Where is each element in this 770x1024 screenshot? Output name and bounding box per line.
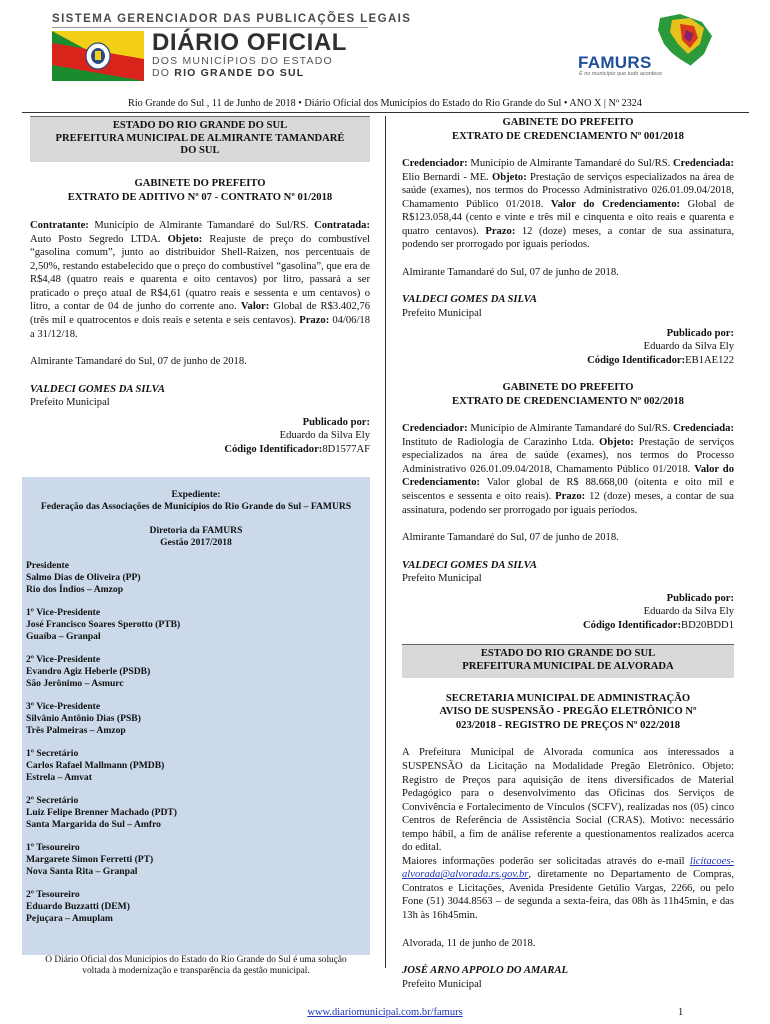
famurs-tagline: É no município que tudo acontece	[579, 71, 663, 77]
member-block	[26, 842, 366, 878]
field-label: Prazo:	[555, 491, 586, 503]
member-role: 3º Vice-Presidente	[26, 700, 101, 712]
signer-name: JOSÉ ARNO APPOLO DO AMARAL	[402, 965, 568, 977]
field-label: Objeto:	[492, 171, 527, 183]
section-heading: EXTRATO DE CREDENCIAMENTO Nº 002/2018	[452, 395, 684, 407]
place-date: Alvorada, 11 de junho de 2018.	[402, 937, 536, 949]
field-label: Credenciador:	[402, 158, 468, 170]
field-text: Global de R$123.058,44 (cento e vinte e três mil e cinquenta e oito reais e quarenta e quatro centavos).	[402, 198, 734, 237]
left-municipality-box	[30, 116, 370, 162]
field-text: 04/06/18 a 31/12/18.	[30, 315, 370, 340]
famurs-footer-line1: O Diário Oficial dos Municípios do Estado do Rio Grande do Sul é uma solução	[45, 954, 347, 965]
field-text: 12 (doze) meses, a contar de sua assinatura, podendo ser prorrogado por iguais períodos.	[402, 225, 735, 251]
box-line: ESTADO DO RIO GRANDE DO SUL	[112, 120, 288, 131]
signer-role: Prefeito Municipal	[402, 308, 482, 320]
field-text: Global de R$3.402,76 (três mil e quatrocentos e dois reais e setenta e seis centavos).	[30, 301, 370, 327]
left-column	[30, 116, 370, 456]
signer-name: VALDECI GOMES DA SILVA	[30, 383, 165, 395]
alvorada-notice-body: A Prefeitura Municipal de Alvorada comunica aos interessados a SUSPENSÃO da Licitação na Modalidade Pregão Eletrônico. Objeto: Registro de Preços para aquisição de itens diversificados de Material Pedagógico para o desenvolvimento das Oficinas dos Serviços de Convivência e Fortalecimento de Vínculos (SCFV), realizadas nos (05) cinco Centros de Referência de Assistência Social (CRAS). Motivo: necessário tempo hábil, a fim de análise referente a questionamentos realizados acerca do edital.	[402, 747, 734, 854]
signer-name: VALDECI GOMES DA SILVA	[402, 294, 537, 306]
field-text: Prestação de serviços especializados na área de saúde (exames), nos termos do Processo Administrativo 026.01.09.04/2018, Chamamento Público 01/2018.	[402, 171, 734, 210]
member-role: 1º Secretário	[26, 747, 79, 759]
member-block	[26, 701, 366, 737]
code-value: EB1AE122	[685, 354, 734, 366]
famurs-expediente-box	[22, 477, 370, 977]
published-by: Eduardo da Silva Ely	[279, 430, 370, 442]
header-divider	[22, 112, 749, 113]
member-name: Carlos Rafael Mallmann (PMDB)	[26, 759, 165, 771]
member-block	[26, 654, 366, 690]
section-heading: AVISO DE SUSPENSÃO - PREGÃO ELETRÔNICO Nº	[439, 706, 697, 718]
field-text: Auto Posto Segredo LTDA.	[30, 233, 161, 245]
section-heading: EXTRATO DE ADITIVO Nº 07 - CONTRATO Nº 01/2018	[67, 191, 333, 203]
site-link[interactable]: www.diariomunicipal.com.br/famurs	[307, 1007, 463, 1018]
box-line: DO SUL	[180, 145, 220, 157]
member-place: Rio dos Índios – Amzop	[26, 583, 124, 595]
code-label: Código Identificador:	[224, 443, 323, 455]
field-label: Credenciada:	[672, 158, 734, 170]
published-by: Eduardo da Silva Ely	[643, 341, 734, 353]
field-text: Reajuste de preço do combustível “gasolina comum”, junto ao distribuidor Shell-Raizen, nos percentuais de 2,50%, restando estabelecido que o preço do combustível “gasolina”, que era de R$4,48 (quatro reais e quarenta e oito centavos) por litro, passará a ser praticado o preço atual de R$4,61 (quatro reais e sessenta e um centavos) o litro, a contar de 04 de junho do corrente ano.	[30, 233, 370, 313]
subtitle-state: RIO GRANDE DO SUL	[174, 67, 305, 79]
field-label: Prazo:	[485, 225, 516, 237]
published-label: Publicado por:	[302, 416, 370, 428]
member-block	[26, 795, 366, 831]
contact-text: Maiores informações poderão ser solicitadas através do e-mail	[402, 855, 690, 867]
member-role: 2º Tesoureiro	[26, 888, 80, 900]
place-date: Almirante Tamandaré do Sul, 07 de junho de 2018.	[402, 532, 619, 544]
section-heading: GABINETE DO PREFEITO	[502, 382, 634, 394]
right-column	[402, 116, 734, 991]
member-block	[26, 560, 366, 596]
famurs-footer-line2: voltada à modernização e transparência da gestão municipal.	[82, 966, 310, 977]
famurs-wordmark: FAMURS	[578, 53, 652, 72]
field-label: Objeto:	[167, 233, 203, 245]
identifier-code	[402, 619, 734, 633]
member-place: Nova Santa Rita – Granpal	[26, 865, 138, 877]
field-label: Valor do Credenciamento:	[550, 198, 681, 210]
member-place: São Jerônimo – Asmurc	[26, 677, 124, 689]
rio-grande-do-sul-flag-icon	[52, 31, 144, 81]
member-role: 2º Secretário	[26, 794, 79, 806]
diario-subtitle-line2	[152, 67, 304, 80]
member-name: José Francisco Soares Sperotto (PTB)	[26, 618, 181, 630]
board-title: Diretoria da FAMURS	[149, 524, 243, 536]
section-heading: GABINETE DO PREFEITO	[502, 117, 634, 128]
field-label: Credenciador:	[402, 423, 468, 435]
page-number: 1	[678, 1007, 684, 1018]
field-text: Município de Almirante Tamandaré do Sul/RS.	[467, 423, 671, 435]
member-block	[26, 748, 366, 784]
field-label: Contratante:	[30, 220, 89, 232]
signer-name: VALDECI GOMES DA SILVA	[402, 559, 537, 571]
place-date: Almirante Tamandaré do Sul, 07 de junho de 2018.	[402, 266, 619, 278]
field-text: 12 (doze) meses, a contar de sua assinatura, podendo ser prorrogado por iguais períodos.	[402, 491, 734, 516]
published-by: Eduardo da Silva Ely	[643, 606, 734, 618]
subtitle-prefix: DO	[152, 67, 171, 79]
section-heading: SECRETARIA MUNICIPAL DE ADMINISTRAÇÃO	[445, 692, 691, 704]
alvorada-contact-body	[402, 855, 734, 923]
signer-role: Prefeito Municipal	[402, 573, 482, 585]
field-text: Prestação de serviços especializados na área de saúde (exames), nos termos do Processo Administrativo 026.01.09.04/2018, Chamamento Público 01/2018.	[402, 436, 734, 475]
board-term: Gestão 2017/2018	[160, 536, 232, 548]
section-heading: EXTRATO DE CREDENCIAMENTO Nº 001/2018	[452, 130, 684, 142]
signer-role: Prefeito Municipal	[402, 978, 482, 990]
member-name: Luiz Felipe Brenner Machado (PDT)	[26, 806, 178, 818]
published-label: Publicado por:	[666, 327, 734, 339]
field-label: Contratada:	[314, 220, 370, 232]
member-role: Presidente	[26, 559, 69, 571]
field-label: Credenciada:	[672, 423, 734, 435]
system-title: SISTEMA GERENCIADOR DAS PUBLICAÇÕES LEGAIS	[52, 13, 412, 25]
member-name: Salmo Dias de Oliveira (PP)	[26, 571, 141, 583]
alvorada-municipality-box	[402, 644, 734, 677]
field-text: Elio Bernardi - ME.	[402, 171, 489, 183]
member-place: Pejuçara – Amuplam	[26, 912, 113, 924]
extrato1-body	[402, 157, 734, 252]
code-value: 8D1577AF	[322, 443, 370, 455]
contact-text: , diretamente no Departamento de Compras, Contratos e Licitações, Avenida Presidente Getúlio Vargas, 2266, ou pelo Fone (51) 3044.8563 – de segunda a sexta-feira, das 08h às 11h45min, e das 13h às 16h45min.	[402, 869, 734, 922]
signer-role: Prefeito Municipal	[30, 397, 110, 409]
code-value: BD20BDD1	[681, 619, 734, 631]
member-place: Estrela – Amvat	[26, 771, 92, 783]
published-label: Publicado por:	[666, 592, 734, 604]
member-place: Guaíba – Granpal	[26, 630, 101, 642]
identifier-code	[30, 443, 370, 457]
member-place: Três Palmeiras – Amzop	[26, 724, 126, 736]
masthead	[0, 0, 770, 90]
field-label: Prazo:	[299, 315, 330, 327]
box-line: ESTADO DO RIO GRANDE DO SUL	[480, 648, 656, 660]
member-place: Santa Margarida do Sul – Amfro	[26, 818, 161, 830]
field-text: Valor global de R$ 88.668,00 (oitenta e oito mil e seiscentos e sessenta e oito reais).	[402, 477, 734, 503]
member-name: Eduardo Buzzatti (DEM)	[26, 900, 130, 912]
diario-subtitle-line1: DOS MUNICÍPIOS DO ESTADO	[152, 55, 333, 67]
issue-dateline: Rio Grande do Sul , 11 de Junho de 2018 • Diário Oficial dos Municípios do Estado do Rio Grande do Sul • ANO X | Nº 2324	[128, 98, 642, 109]
identifier-code	[402, 354, 734, 368]
field-text: Município de Almirante Tamandaré do Sul/RS.	[467, 158, 671, 170]
field-label: Objeto:	[599, 436, 634, 448]
member-role: 2º Vice-Presidente	[26, 653, 101, 665]
member-name: Silvânio Antônio Dias (PSB)	[26, 712, 141, 724]
column-divider	[385, 116, 386, 968]
field-label: Valor do Credenciamento:	[402, 463, 734, 489]
footer-url	[0, 1006, 770, 1019]
expediente-label: Expediente:	[171, 489, 221, 500]
member-role: 1º Tesoureiro	[26, 841, 80, 853]
box-line: PREFEITURA MUNICIPAL DE ALMIRANTE TAMANDARÉ	[55, 132, 345, 144]
section-heading: 023/2018 - REGISTRO DE PREÇOS Nº 022/2018	[455, 719, 681, 731]
extrato2-body	[402, 422, 734, 517]
code-label: Código Identificador:	[583, 619, 682, 631]
member-role: 1º Vice-Presidente	[26, 606, 101, 618]
member-name: Evandro Agiz Heberle (PSDB)	[26, 665, 151, 677]
box-line: PREFEITURA MUNICIPAL DE ALVORADA	[462, 661, 674, 673]
diario-oficial-title: DIÁRIO OFICIAL	[152, 29, 348, 56]
email-link[interactable]: licitacoes-alvorada@alvorada.rs.gov.br	[402, 855, 734, 881]
field-label: Valor:	[240, 301, 270, 313]
aditivo-body	[30, 219, 370, 341]
field-text: Município de Almirante Tamandaré do Sul/RS.	[88, 220, 309, 232]
field-text: Instituto de Radiologia de Carazinho Ltda.	[402, 436, 595, 448]
member-block	[26, 889, 366, 925]
code-label: Código Identificador:	[587, 354, 686, 366]
federation-name: Federação das Associações de Municípios do Rio Grande do Sul – FAMURS	[40, 500, 352, 512]
member-name: Margarete Simon Ferretti (PT)	[26, 853, 154, 865]
section-heading: GABINETE DO PREFEITO	[134, 178, 266, 190]
place-date: Almirante Tamandaré do Sul, 07 de junho de 2018.	[30, 356, 247, 368]
member-block	[26, 607, 366, 643]
